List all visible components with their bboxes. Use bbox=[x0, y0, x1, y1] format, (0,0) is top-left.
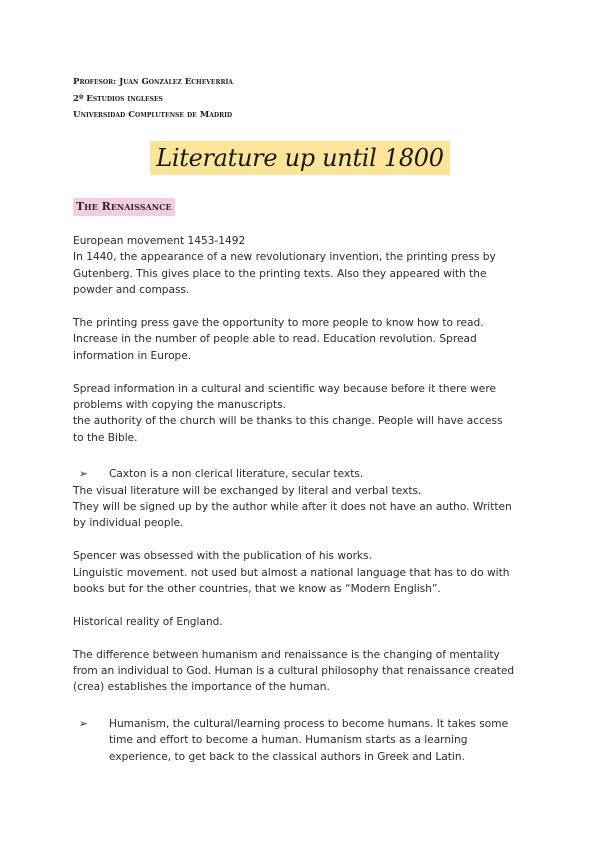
paragraph bbox=[73, 381, 543, 447]
text-line: Gutenberg. This gives place to the printing texts. Also they appeared with the bbox=[73, 267, 487, 280]
text-line: The printing press gave the opportunity to more people to know how to read. bbox=[73, 317, 484, 330]
paragraph bbox=[73, 647, 543, 696]
bullet-item bbox=[73, 716, 543, 765]
text-line: Increase in the number of people able to read. Education revolution. Spread bbox=[73, 333, 477, 346]
text-line: The visual literature will be exchanged by literal and verbal texts. bbox=[73, 484, 422, 497]
text-line: from an individual to God. Human is a cultural philosophy that renaissance created bbox=[73, 665, 515, 678]
text-line: Historical reality of England. bbox=[73, 615, 223, 628]
section-heading: The Renaissance bbox=[73, 198, 175, 216]
university-line: Universidad Complutense de Madrid bbox=[73, 110, 233, 120]
text-line: books but for the other countries, that we know as “Modern English”. bbox=[73, 583, 441, 596]
bullet-text: experience, to get back to the classical authors in Greek and Latin. bbox=[109, 750, 465, 763]
paragraph bbox=[73, 548, 543, 597]
paragraph bbox=[73, 483, 543, 532]
text-line: information in Europe. bbox=[73, 349, 192, 362]
document-title: Literature up until 1800 bbox=[150, 141, 450, 175]
bullet-text: time and effort to become a human. Humanism starts as a learning bbox=[109, 734, 468, 747]
text-line: to the Bible. bbox=[73, 431, 138, 444]
paragraph bbox=[73, 614, 543, 630]
document-body bbox=[73, 233, 543, 765]
arrow-bullet-icon: ➢ bbox=[79, 468, 88, 481]
professor-line: Profesor: Juan González Echeverría bbox=[73, 77, 233, 87]
arrow-bullet-icon: ➢ bbox=[79, 717, 88, 730]
text-line: European movement 1453-1492 bbox=[73, 235, 246, 247]
bullet-text: Humanism, the cultural/learning process to become humans. It takes some bbox=[109, 717, 509, 730]
text-line: powder and compass. bbox=[73, 284, 190, 297]
bullet-text: Caxton is a non clerical literature, secular texts. bbox=[109, 468, 364, 481]
text-line: They will be signed up by the author while after it does not have an autho. Written bbox=[73, 501, 512, 514]
text-line: The difference between humanism and renaissance is the changing of mentality bbox=[73, 648, 500, 661]
text-line: (crea) establishes the importance of the human. bbox=[73, 681, 330, 694]
text-line: In 1440, the appearance of a new revolutionary invention, the printing press by bbox=[73, 251, 496, 264]
text-line: Spread information in a cultural and scientific way because before it there were bbox=[73, 382, 496, 395]
bullet-item bbox=[73, 466, 543, 482]
course-line: 2º Estudios ingleses bbox=[73, 93, 163, 104]
document-header bbox=[73, 74, 233, 124]
text-line: Linguistic movement. not used but almost a national language that has to do with bbox=[73, 566, 510, 579]
text-line: the authority of the church will be thanks to this change. People will have access bbox=[73, 415, 503, 428]
paragraph bbox=[73, 233, 543, 299]
text-line: by individual people. bbox=[73, 517, 184, 530]
paragraph bbox=[73, 315, 543, 364]
text-line: Spencer was obsessed with the publication of his works. bbox=[73, 550, 372, 563]
title-container bbox=[0, 141, 600, 175]
text-line: problems with copying the manuscripts. bbox=[73, 399, 287, 412]
